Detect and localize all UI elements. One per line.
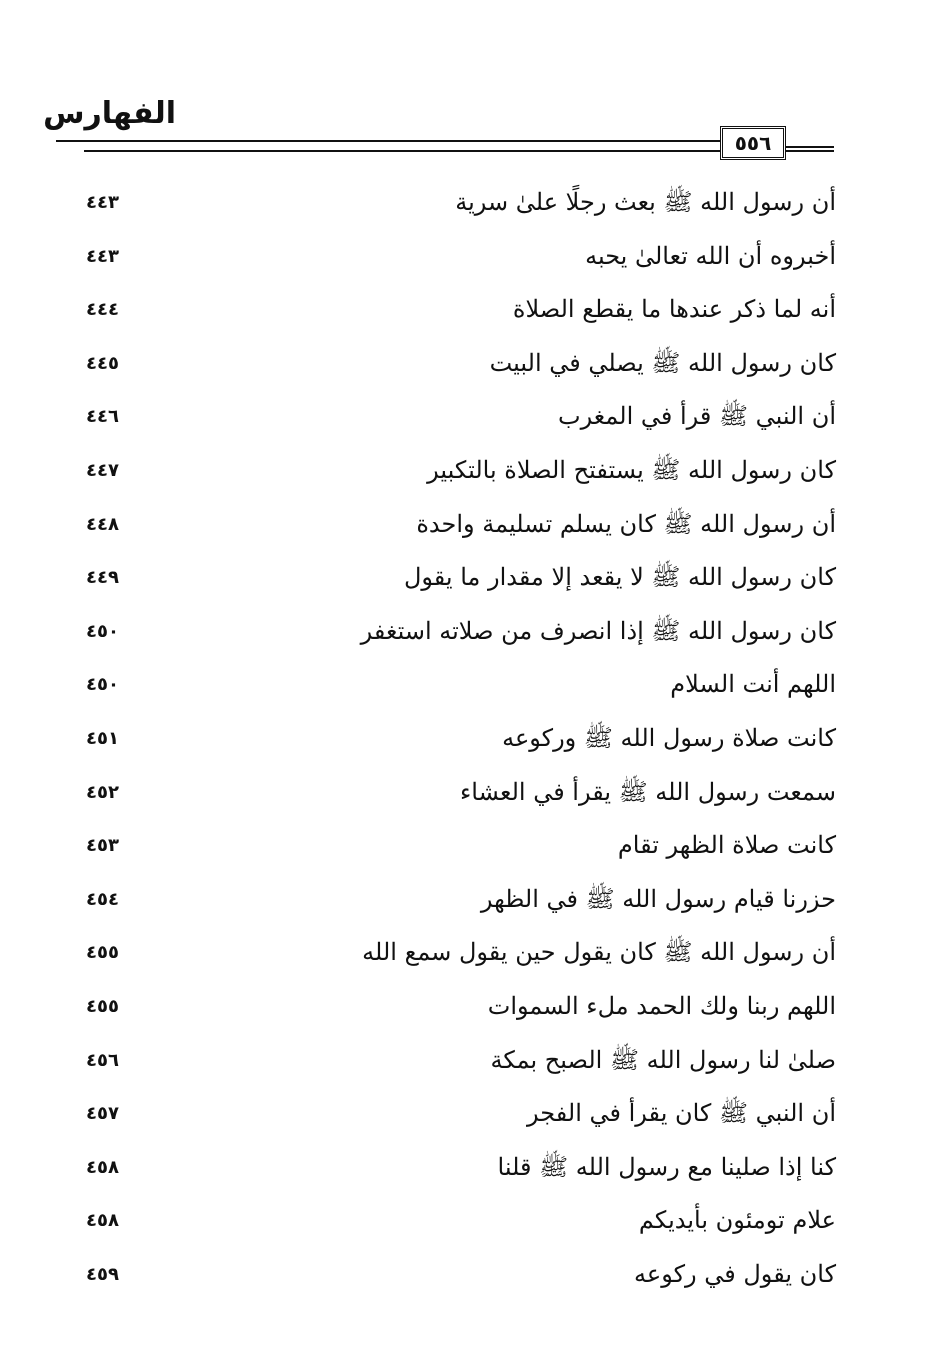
entry-page-number: ٤٥١ bbox=[86, 727, 119, 749]
entry-title: أن النبي ﷺ كان يقرأ في الفجر bbox=[527, 1099, 836, 1128]
entry-page-number: ٤٥٩ bbox=[86, 1263, 119, 1285]
index-entry bbox=[0, 1196, 936, 1250]
entry-page-number: ٤٥٦ bbox=[86, 1049, 119, 1071]
entry-page-number: ٤٥٤ bbox=[86, 888, 119, 910]
index-list bbox=[0, 178, 936, 1303]
entry-title: علام تومئون بأيديكم bbox=[638, 1206, 836, 1235]
entry-title: كانت صلاة الظهر تقام bbox=[617, 831, 836, 860]
entry-page-number: ٤٥٨ bbox=[86, 1156, 119, 1178]
index-entry bbox=[0, 714, 936, 768]
entry-page-number: ٤٥٢ bbox=[86, 781, 119, 803]
index-entry bbox=[0, 768, 936, 822]
entry-page-number: ٤٤٣ bbox=[86, 192, 119, 213]
page-header bbox=[0, 0, 936, 170]
header-rule-top bbox=[56, 140, 720, 142]
index-entry bbox=[0, 1250, 936, 1304]
index-entry bbox=[0, 500, 936, 554]
page-number: ٥٥٦ bbox=[720, 126, 786, 160]
entry-title: كنا إذا صلينا مع رسول الله ﷺ قلنا bbox=[497, 1152, 836, 1181]
entry-page-number: ٤٥٥ bbox=[86, 995, 119, 1017]
entry-title: كان يقول في ركوعه bbox=[634, 1259, 836, 1288]
entry-page-number: ٤٤٩ bbox=[86, 567, 119, 589]
entry-page-number: ٤٤٥ bbox=[86, 352, 119, 374]
index-entry bbox=[0, 928, 936, 982]
index-entry bbox=[0, 178, 936, 232]
entry-page-number: ٤٥٥ bbox=[86, 942, 119, 964]
entry-title: أن رسول الله ﷺ كان يسلم تسليمة واحدة bbox=[416, 509, 836, 538]
entry-title: حزرنا قيام رسول الله ﷺ في الظهر bbox=[480, 884, 836, 913]
entry-page-number: ٤٥٣ bbox=[86, 835, 119, 857]
index-entry bbox=[0, 339, 936, 393]
entry-page-number: ٤٤٧ bbox=[86, 459, 119, 481]
index-entry bbox=[0, 875, 936, 929]
entry-title: كان رسول الله ﷺ يصلي في البيت bbox=[489, 348, 836, 377]
entry-page-number: ٤٤٦ bbox=[86, 406, 119, 428]
entry-title: صلىٰ لنا رسول الله ﷺ الصبح بمكة bbox=[490, 1045, 836, 1074]
index-entry bbox=[0, 392, 936, 446]
entry-page-number: ٤٤٨ bbox=[86, 513, 119, 535]
index-entry bbox=[0, 1143, 936, 1197]
entry-title: اللهم أنت السلام bbox=[670, 670, 836, 699]
entry-page-number: ٤٥٠ bbox=[86, 674, 119, 696]
section-title: الفهارس bbox=[43, 96, 176, 131]
entry-page-number: ٤٤٤ bbox=[86, 299, 119, 321]
index-entry bbox=[0, 607, 936, 661]
entry-title: اللهم ربنا ولك الحمد ملء السموات bbox=[487, 991, 836, 1020]
index-entry bbox=[0, 446, 936, 500]
entry-page-number: ٤٤٣ bbox=[86, 245, 119, 267]
entry-page-number: ٤٥٧ bbox=[86, 1103, 119, 1125]
entry-page-number: ٤٥٠ bbox=[86, 620, 119, 642]
entry-title: أن النبي ﷺ قرأ في المغرب bbox=[557, 402, 836, 431]
entry-title: أن رسول الله ﷺ كان يقول حين يقول سمع الله bbox=[362, 938, 836, 967]
header-rule-right bbox=[786, 146, 834, 148]
index-entry bbox=[0, 1089, 936, 1143]
entry-page-number: ٤٥٨ bbox=[86, 1210, 119, 1232]
index-entry bbox=[0, 285, 936, 339]
index-entry bbox=[0, 232, 936, 286]
entry-title: سمعت رسول الله ﷺ يقرأ في العشاء bbox=[460, 777, 836, 806]
entry-title: كان رسول الله ﷺ إذا انصرف من صلاته استغفر bbox=[360, 616, 836, 645]
entry-title: كان رسول الله ﷺ لا يقعد إلا مقدار ما يقول bbox=[403, 563, 836, 592]
index-entry bbox=[0, 1036, 936, 1090]
entry-title: كانت صلاة رسول الله ﷺ وركوعه bbox=[502, 723, 836, 752]
index-entry bbox=[0, 821, 936, 875]
index-entry bbox=[0, 982, 936, 1036]
entry-title: كان رسول الله ﷺ يستفتح الصلاة بالتكبير bbox=[427, 455, 836, 484]
index-entry bbox=[0, 660, 936, 714]
index-entry bbox=[0, 553, 936, 607]
entry-title: أنه لما ذكر عندها ما يقطع الصلاة bbox=[512, 295, 836, 324]
entry-title: أن رسول الله ﷺ بعث رجلًا علىٰ سرية bbox=[455, 188, 836, 216]
entry-title: أخبروه أن الله تعالىٰ يحبه bbox=[585, 241, 836, 270]
